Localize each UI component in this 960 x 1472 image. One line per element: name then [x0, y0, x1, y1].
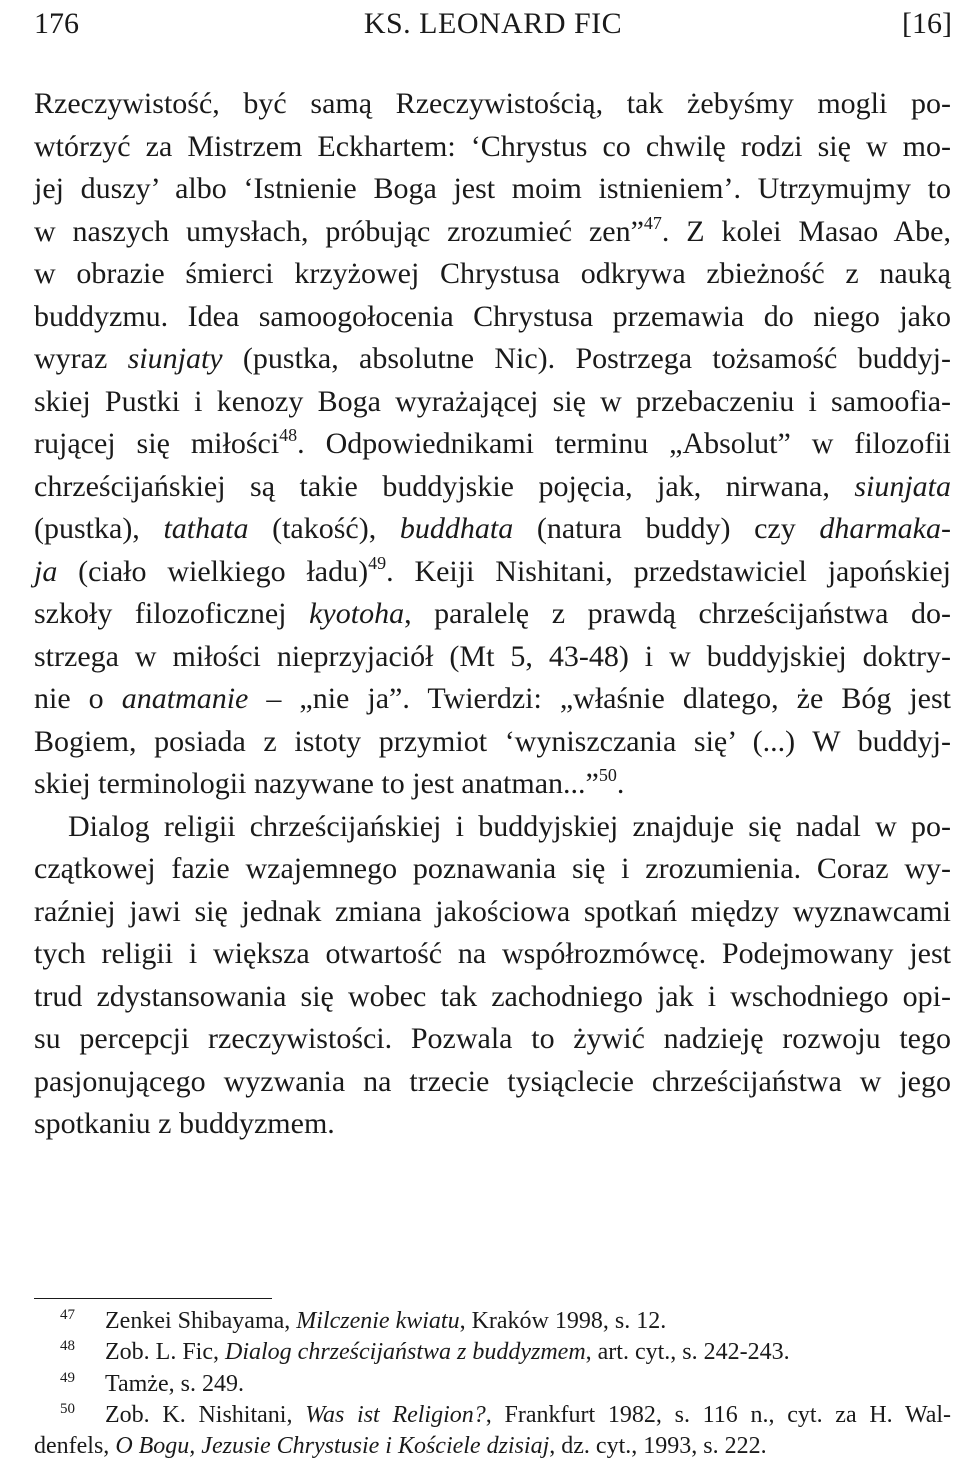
- footnotes: [34, 1306, 951, 1462]
- footnote: $^{48}$ Zob. L. Fic, Dialog chrześcijaństwa z buddyzmem, art. cyt., s. 242-243.: [60, 1338, 790, 1366]
- running-title: KS. LEONARD FIC: [363, 7, 623, 40]
- text-line: skiej Pustki i kenozy Boga wyrażającej się w przebaczeniu i samoofia-: [34, 384, 951, 418]
- text-line: w obrazie śmierci krzyżowej Chrystusa odkrywa zbieżność z nauką: [34, 257, 951, 290]
- text-line: buddyzmu. Idea samoogołocenia Chrystusa przemawia do niego jako: [34, 299, 951, 333]
- footnote-number: 50: [60, 1400, 75, 1417]
- footnote-ref: 49: [368, 552, 387, 573]
- text-line: chrześcijańskiej są takie buddyjskie pojęcia, jak, nirwana, siunjata: [34, 469, 951, 503]
- text-line: czątkowej fazie wzajemnego poznawania się i zrozumienia. Coraz wy-: [34, 852, 951, 885]
- text-line: tych religii i większa otwartość na współrozmówcę. Podejmowany jest: [34, 937, 951, 970]
- text-line: nie o anatmanie – „nie ja”. Twierdzi: „właśnie dlatego, że Bóg jest: [34, 682, 952, 715]
- text-line: Bogiem, posiada z istoty przymiot ‘wyniszczania się’ (...) W buddyj-: [34, 724, 951, 758]
- text-line: pasjonującego wyzwania na trzecie tysiąclecie chrześcijaństwa w jego: [34, 1064, 951, 1098]
- section-number: [16]: [902, 7, 952, 40]
- footnote-continuation: denfels, O Bogu, Jezusie Chrystusie i Kościele dzisiaj, dz. cyt., 1993, s. 222.: [34, 1433, 767, 1460]
- text-line: spotkaniu z buddyzmem.: [34, 1107, 335, 1140]
- text-line: szkoły filozoficznej kyotoha, paralelę z prawdą chrześcijaństwa do-: [34, 597, 951, 630]
- text-line: wtórzyć za Mistrzem Eckhartem: ‘Chrystus co chwilę rodzi się w mo-: [34, 129, 951, 163]
- footnote-number: 49: [60, 1369, 75, 1386]
- text-line: wyraz siunjaty (pustka, absolutne Nic). Postrzega tożsamość buddyj-: [34, 342, 951, 375]
- footnote-ref: 50: [598, 765, 617, 785]
- text-line: Dialog religii chrześcijańskiej i buddyjskiej znajduje się nadal w po-: [68, 809, 951, 843]
- text-line: raźniej jawi się jednak zmiana jakościowa spotkań między wyznawcami: [34, 894, 951, 928]
- text-line: (pustka), tathata (takość), buddhata (natura buddy) czy dharmaka-: [34, 512, 951, 545]
- page-number: 176: [34, 7, 79, 40]
- footnote: $^{50}$ Zob. K. Nishitani, Was ist Religion?, Frankfurt 1982, s. 116 n., cyt. za H. Wal-: [60, 1400, 952, 1428]
- footnote: $^{47}$ Zenkei Shibayama, Milczenie kwiatu, Kraków 1998, s. 12.: [60, 1307, 667, 1334]
- text-line: trud zdystansowania się wobec tak zachodniego jak i wschodniego opi-: [34, 979, 951, 1013]
- text-line: su percepcji rzeczywistości. Pozwala to żywić nadzieję rozwoju tego: [34, 1022, 951, 1055]
- footnote-separator: [34, 1298, 272, 1299]
- text-line: strzega w miłości nieprzyjaciół (Mt 5, 43-48) i w buddyjskiej doktry-: [34, 639, 951, 673]
- text-line: rującej się miłości$^{48}$. Odpowiednikami terminu „Absolut” w filozofii: [34, 425, 951, 460]
- text-line: ja (ciało wielkiego ładu)$^{49}$. Keiji Nishitani, przedstawiciel japońskiej: [34, 552, 952, 588]
- footnote-number: 48: [60, 1338, 75, 1355]
- footnote-number: 47: [60, 1307, 75, 1323]
- running-header: [34, 4, 952, 44]
- text-line: jej duszy’ albo ‘Istnienie Boga jest moim istnieniem’. Utrzymujmy to: [34, 172, 951, 205]
- footnote-ref: 47: [643, 212, 662, 233]
- footnote-ref: 48: [279, 425, 298, 445]
- text-line: Rzeczywistość, być samą Rzeczywistością, tak żebyśmy mogli po-: [34, 87, 951, 120]
- text-line: w naszych umysłach, próbując zrozumieć zen”$^{47}$. Z kolei Masao Abe,: [34, 212, 951, 248]
- text-line: skiej terminologii nazywane to jest anatman...”$^{50}$.: [34, 765, 625, 800]
- footnote: $^{49}$ Tamże, s. 249.: [60, 1369, 244, 1397]
- main-text: [34, 83, 951, 1146]
